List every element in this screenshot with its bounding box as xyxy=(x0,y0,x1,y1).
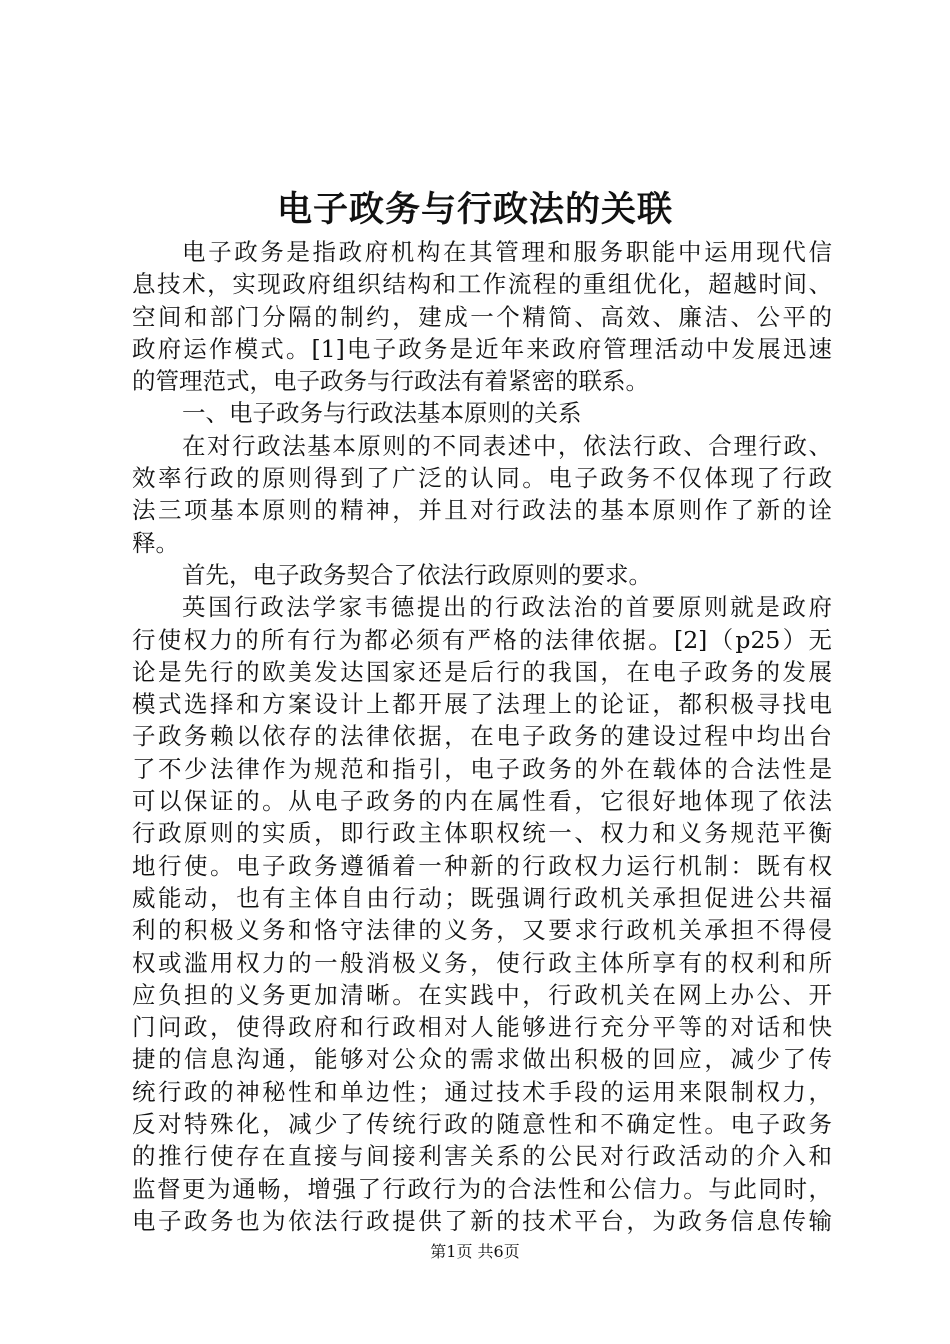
text-line: 的推行使存在直接与间接利害关系的公民对行政活动的介入和 xyxy=(132,1142,832,1171)
text-line: 利的积极义务和恪守法律的义务，又要求行政机关承担不得侵 xyxy=(132,916,832,945)
document-title: 电子政务与行政法的关联 xyxy=(276,189,673,230)
text-line: 反对特殊化，减少了传统行政的随意性和不确定性。电子政务 xyxy=(132,1110,832,1139)
text-line: 电子政务是指政府机构在其管理和服务职能中运用现代信 xyxy=(182,238,832,266)
text-line: 在对行政法基本原则的不同表述中，依法行政、合理行政、 xyxy=(182,431,832,460)
text-line: 政府运作模式。[1]电子政务是近年来政府管理活动中发展迅速 xyxy=(132,334,832,363)
text-line: 权或滥用权力的一般消极义务，使行政主体所享有的权利和所 xyxy=(132,948,832,977)
text-line: 效率行政的原则得到了广泛的认同。电子政务不仅体现了行政 xyxy=(132,464,832,493)
text-line: 论是先行的欧美发达国家还是后行的我国，在电子政务的发展 xyxy=(132,657,832,686)
text-line: 释。 xyxy=(132,528,179,557)
page-footer: 第1页 共6页 xyxy=(430,1242,520,1261)
text-line: 的管理范式，电子政务与行政法有着紧密的联系。 xyxy=(132,367,649,396)
text-line: 行使权力的所有行为都必须有严格的法律依据。[2]（p25）无 xyxy=(132,625,832,654)
text-line: 息技术，实现政府组织结构和工作流程的重组优化，超越时间、 xyxy=(132,270,832,299)
text-line: 子政务赖以依存的法律依据，在电子政务的建设过程中均出台 xyxy=(132,722,832,751)
text-line: 可以保证的。从电子政务的内在属性看，它很好地体现了依法 xyxy=(132,787,832,816)
text-line: 空间和部门分隔的制约，建成一个精简、高效、廉洁、公平的 xyxy=(132,302,832,331)
text-line: 模式选择和方案设计上都开展了法理上的论证，都积极寻找电 xyxy=(132,690,832,719)
text-line: 英国行政法学家韦德提出的行政法治的首要原则就是政府 xyxy=(182,593,832,622)
text-line: 地行使。电子政务遵循着一种新的行政权力运行机制：既有权 xyxy=(132,851,832,880)
text-line: 门问政，使得政府和行政相对人能够进行充分平等的对话和快 xyxy=(132,1013,832,1042)
text-line: 法三项基本原则的精神，并且对行政法的基本原则作了新的诠 xyxy=(132,496,832,525)
text-line: 一、电子政务与行政法基本原则的关系 xyxy=(182,399,582,428)
text-line: 监督更为通畅，增强了行政行为的合法性和公信力。与此同时， xyxy=(132,1174,832,1203)
text-line: 了不少法律作为规范和指引，电子政务的外在载体的合法性是 xyxy=(132,754,832,783)
document-body xyxy=(132,236,832,1237)
text-line: 威能动，也有主体自由行动；既强调行政机关承担促进公共福 xyxy=(132,883,832,912)
text-line: 统行政的神秘性和单边性；通过技术手段的运用来限制权力， xyxy=(132,1077,832,1106)
text-line: 行政原则的实质，即行政主体职权统一、权力和义务规范平衡 xyxy=(132,819,832,848)
text-line: 应负担的义务更加清晰。在实践中，行政机关在网上办公、开 xyxy=(132,980,832,1009)
text-line: 电子政务也为依法行政提供了新的技术平台，为政务信息传输 xyxy=(132,1206,832,1235)
text-line: 首先，电子政务契合了依法行政原则的要求。 xyxy=(182,560,652,589)
text-line: 捷的信息沟通，能够对公众的需求做出积极的回应，减少了传 xyxy=(132,1045,832,1074)
